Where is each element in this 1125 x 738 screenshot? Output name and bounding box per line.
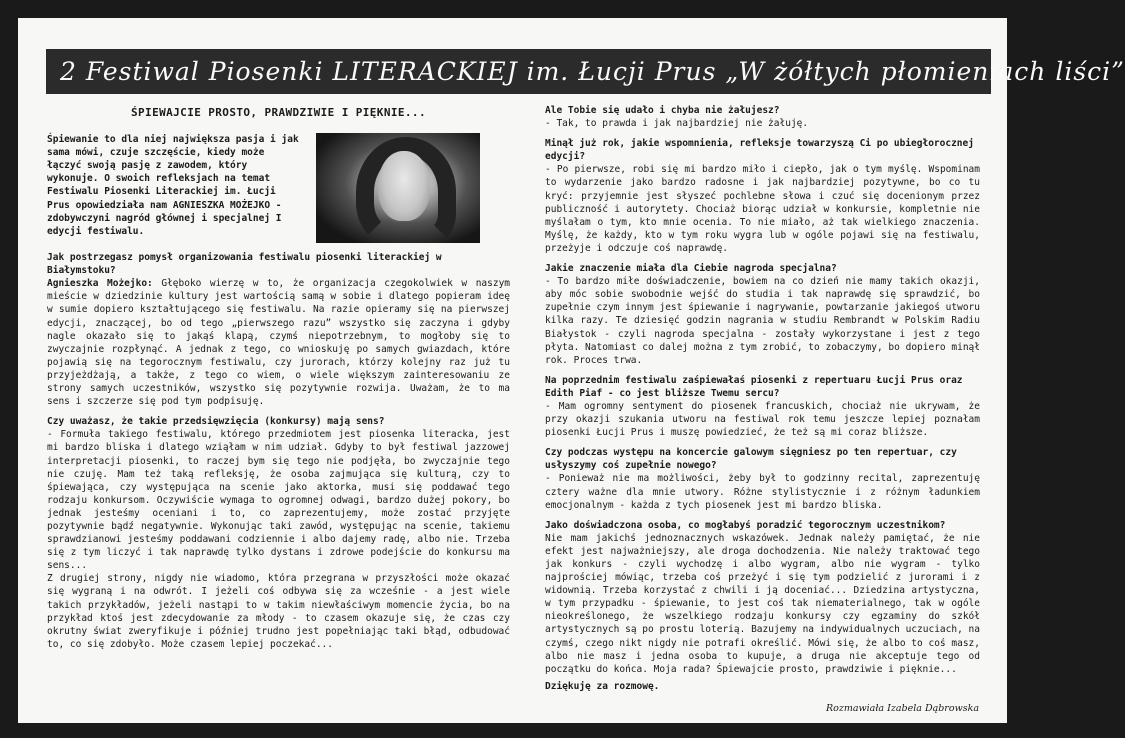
question-5: Jakie znaczenie miała dla Ciebie nagroda specjalna? [545, 263, 837, 275]
question-4: Minął już rok, jakie wspomnienia, refleksje towarzyszą Ci po ubiegłorocznej edycji? [545, 138, 974, 163]
question-3: Ale Tobie się udało i chyba nie żałujesz? [545, 105, 780, 116]
portrait-photo [316, 133, 480, 243]
left-column [47, 104, 510, 651]
answer-1 [47, 277, 510, 408]
question-1: Jak postrzegasz pomysł organizowania festiwalu piosenki literackiej w Białymstoku? [47, 252, 442, 277]
intro-lead: Śpiewanie to dla niej największa pasja i jak sama mówi, czuje szczęście, kiedy może łączyć swoją pasję z zawodem, który wykonuje. O swoich refleksjach na temat Festiwalu Piosenki Literackiej im. Łucji Prus opowiedziała nam AGNIESZKA MOŻEJKO - zdobywczyni nagród głównej i specjalnej I edycji festiwalu. [47, 134, 299, 237]
answer-2 [47, 428, 510, 651]
answer-5: - To bardzo miłe doświadczenie, bowiem na co dzień nie mamy takich okazji, aby móc sobie swobodnie wejść do studia i tak naprawdę się sprawdzić, bo zupełnie czym innym jest śpiewanie i nagrywanie, powtarzanie jakiegoś utworu kilka razy. Te dziesięć godzin nagrania w studiu Rembrandt w Polskim Radiu Białystok - czyli nagroda specjalna - zostały wykorzystane i jest z tego płyta. Natomiast co dalej można z tym zrobić, to zobaczymy, bo dopiero minął rok. Proces trwa. [545, 276, 980, 366]
banner-title: 2 Festiwal Piosenki LITERACKIEJ im. Łucji Prus „W żółtych płomieniach liści” [60, 57, 1125, 86]
answer-2-para-2: Z drugiej strony, nigdy nie wiadomo, która przegrana w przyszłości może okazać się wygraną i na odwrót. I jeżeli coś odbywa się za wcześnie - a jest wiele takich przykładów, jeżeli nastąpi to w takim niewłaściwym momencie życia, bo na przykład ktoś jest zdecydowanie za młody - to czasem okazuje się, że czas czy okrutny świat zweryfikuje i później trudno jest popełniając taki błąd, odbudować to, co się zdobyło. Może czasem lepiej poczekać... [47, 573, 510, 650]
answer-6: - Mam ogromny sentyment do piosenek francuskich, chociaż nie ukrywam, że przy okazji szukania utworu na festiwal rok temu jeszcze lepiej poznałam piosenki Łucji Prus i muszę powiedzieć, że też są mi coraz bliższe. [545, 400, 980, 439]
article-headline: ŚPIEWAJCIE PROSTO, PRAWDZIWIE I PIĘKNIE... [131, 106, 426, 119]
question-8: Jako doświadczona osoba, co mogłabyś poradzić tegorocznym uczestnikom? [545, 519, 946, 531]
answer-8: Nie mam jakichś jednoznacznych wskazówek. Jednak należy pamiętać, że nie efekt jest najważniejszy, ale droga dochodzenia. Nie należy traktować tego jak konkurs - czyli wychodzę i albo wygram, albo nie wygram - tylko najprościej mówiąc, trzeba coś przeżyć i się tym podzielić z jurorami i z widownią. Trzeba korzystać z chwili i ją doceniać... Dziedzina artystyczna, w tym przypadku - śpiewanie, to jest coś tak niematerialnego, tak w ogóle nieokreślonego, że wszelkiego rodzaju konkursy czy egzaminy do szkół artystycznych są po prostu loterią. Bazujemy na indywidualnych uczuciach, na czymś, czego nikt nigdy nie potrafi określić. Mówi się, że albo to coś masz, albo nie masz i jedna osoba to kupuje, a druga nie akceptuje tego od początku do końca. Moja rada? Śpiewajcie prosto, prawdziwie i pięknie... [545, 532, 980, 675]
answer-4: - Po pierwsze, robi się mi bardzo miło i ciepło, jak o tym myślę. Wspominam to wydarzenie jako bardzo radosne i jak najbardziej pozytywne, bo co tu kryć: przyjemnie jest słyszeć pochlebne słowa i czuć się docenionym przez publiczność i autorytety. Chociaż biorąc udział w konkursie, kompletnie nie myślałam o tym, kto mnie ocenia. To nie miało, aż tak wielkiego znaczenia. Myślę, że każdy, kto w tym roku wygra lub w ogóle pojawi się na festiwalu, przeżyje i odczuje coś naprawdę. [545, 164, 980, 254]
closing-thanks: Dziękuję za rozmowę. [545, 680, 660, 692]
answer-1-text: Głęboko wierzę w to, że organizacja czegokolwiek w naszym mieście w dziedzinie kultury jest wartością samą w sobie i dlatego popieram ideę w sumie dopiero kształtującego się festiwalu. Na razie opieramy się na pierwszej edycji, znaczącej, bo od tego „pierwszego razu” wszystko się zaczyna i gdyby nagle okazało się to jakąś klapą, czymś niepotrzebnym, to mogłoby się to zwyczajnie rozpłynąć. A jednak z tego, co wnioskuję po samych gwiazdach, które pojawią się na tegorocznym festiwalu, czy jurorach, którzy kolejny raz już tu przyjeżdżają, a także, z tego co wiem, o wiele większym zainteresowaniu ze strony samych uczestników, wszystko się pozytywnie rozwija. Uważam, że to ma sens i szczerze się pod tym podpisuję. [47, 278, 511, 408]
question-2: Czy uważasz, że takie przedsięwzięcia (konkursy) mają sens? [47, 416, 385, 428]
answer-2-para-1: - Formuła takiego festiwalu, którego przedmiotem jest piosenka literacka, jest mi bardzo bliska i dlatego wziąłam w nim udział. Gdyby to był festiwal jazzowej interpretacji piosenki, to raczej bym się tego nie podjęła, bo zwyczajnie tego nie czuję. Mam też taką refleksję, że osoba zajmująca się kulturą, czy to śpiewająca, czy występująca na scenie jako aktorka, musi się poddawać tego rodzaju konkursom. Oczywiście wymaga to ogromnej odwagi, bardzo dużej pokory, bo jednak jesteśmy oceniani i to, co zaprezentujemy, może zostać przyjęte pozytywnie bądź negatywnie. Wykonując taki zawód, występując na scenie, takiemu sprawdzianowi jesteśmy poddawani codziennie i albo dajemy radę, albo nie. Trzeba się z tym liczyć i tak naprawdę tylko dystans i zdrowe podejście do konkursu ma sens... [47, 429, 510, 572]
answer-7: - Ponieważ nie ma możliwości, żeby był to godzinny recital, zaprezentuję cztery ważne dla mnie utwory. Różne stylistycznie i z różnym ładunkiem emocjonalnym - każda z tych piosenek jest mi bardzo bliska. [545, 473, 980, 511]
author-signature: Rozmawiała Izabela Dąbrowska [825, 703, 979, 714]
question-6: Na poprzednim festiwalu zaśpiewałaś piosenki z repertuaru Łucji Prus oraz Edith Piaf - co jest bliższe Twemu sercu? [545, 374, 963, 399]
portrait-face [378, 151, 430, 221]
speaker-name: Agnieszka Możejko: [47, 278, 153, 290]
question-7: Czy podczas występu na koncercie galowym sięgniesz po ten repertuar, czy usłyszymy coś zupełnie nowego? [545, 447, 957, 472]
intro-block [47, 133, 510, 243]
right-column [545, 104, 980, 693]
festival-banner [46, 49, 1125, 94]
newspaper-page [18, 18, 1125, 723]
answer-3: - Tak, to prawda i jak najbardziej nie żałuję. [545, 118, 809, 130]
